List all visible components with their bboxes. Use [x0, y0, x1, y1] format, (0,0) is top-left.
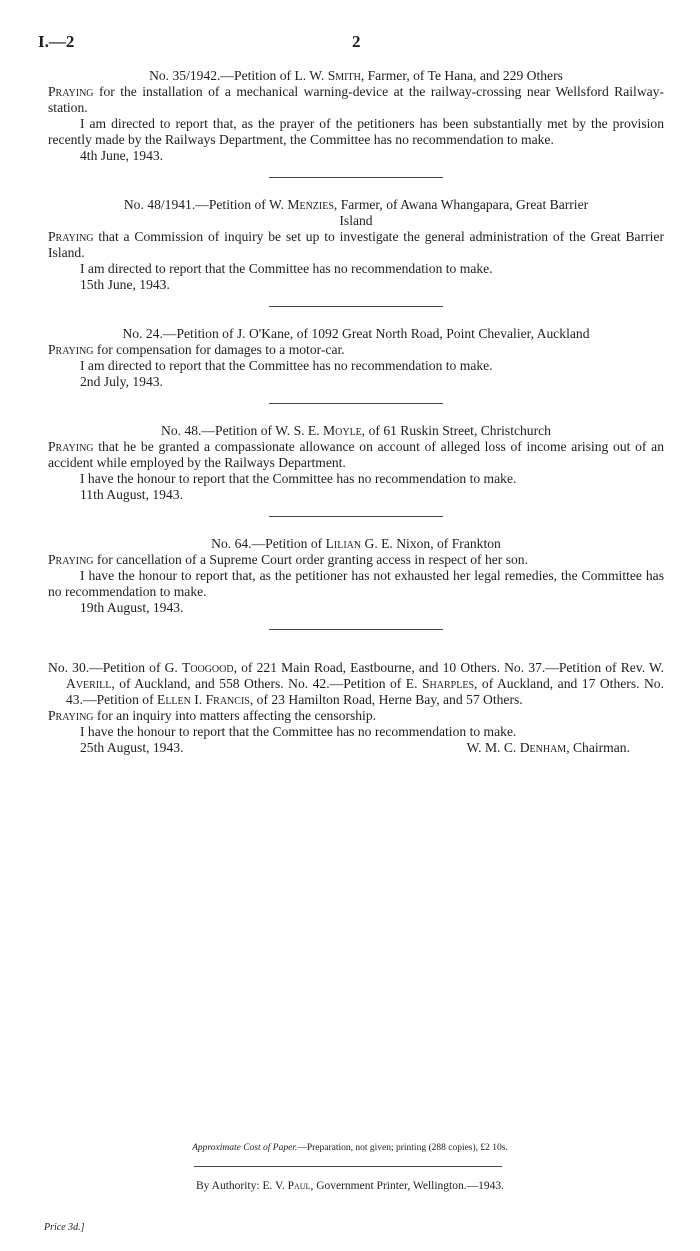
- section-divider: [269, 306, 443, 307]
- petition-title: No. 35/1942.—Petition of L. W. Smith, Farmer, of Te Hana, and 229 Others: [149, 68, 563, 83]
- cost-note: Approximate Cost of Paper.—Preparation, not given; printing (288 copies), £2 10s.: [192, 1143, 508, 1153]
- page-number: 2: [352, 32, 361, 51]
- petitions-content: [48, 68, 664, 756]
- page-header: [38, 32, 668, 56]
- praying-label: Praying: [48, 708, 94, 723]
- petition-title: No. 24.—Petition of J. O'Kane, of 1092 Great North Road, Point Chevalier, Auckland: [122, 326, 590, 341]
- praying-paragraph: Praying for an inquiry into matters affecting the censorship.: [48, 708, 377, 723]
- section-divider: [269, 629, 443, 630]
- praying-label: Praying: [48, 229, 94, 244]
- report-paragraph: I am directed to report that, as the prayer of the petitioners has been substantially met by the provision recently made by the Railways Department, the Committee has no recommendation to make.: [48, 116, 664, 147]
- report-paragraph: I am directed to report that the Committee has no recommendation to make.: [80, 358, 493, 373]
- report-paragraph: I have the honour to report that, as the petitioner has not exhausted her legal remedies, the Committee has no recommendation to make.: [48, 568, 664, 599]
- price-note: Price 3d.]: [44, 1222, 85, 1233]
- petition-block: [48, 197, 664, 307]
- chairman-signature: W. M. C. Denham, Chairman.: [466, 740, 630, 755]
- petition-title: No. 48.—Petition of W. S. E. Moyle, of 61 Ruskin Street, Christchurch: [161, 423, 551, 438]
- petitioner-name: Moyle: [323, 423, 362, 438]
- section-divider: [269, 177, 443, 178]
- petition-block: [48, 326, 664, 404]
- section-divider: [269, 516, 443, 517]
- report-date: 25th August, 1943.: [80, 740, 184, 755]
- section-divider: [269, 403, 443, 404]
- praying-paragraph: Praying for compensation for damages to a motor-car.: [48, 342, 345, 357]
- praying-label: Praying: [48, 439, 94, 454]
- praying-label: Praying: [48, 84, 94, 99]
- footer-divider: [194, 1166, 502, 1167]
- petition-block: [48, 423, 664, 517]
- petitioner-name: Menzies: [287, 197, 334, 212]
- report-date: 4th June, 1943.: [80, 148, 164, 163]
- report-date: 19th August, 1943.: [80, 600, 184, 615]
- combined-petition-block: [48, 660, 664, 756]
- report-paragraph: I have the honour to report that the Committee has no recommendation to make.: [80, 724, 517, 739]
- document-reference: I.—2: [38, 32, 75, 51]
- praying-paragraph: Praying that a Commission of inquiry be set up to investigate the general administration of the Great Barrier Island.: [48, 229, 664, 260]
- report-date: 15th June, 1943.: [80, 277, 170, 292]
- report-paragraph: I am directed to report that the Committee has no recommendation to make.: [80, 261, 493, 276]
- report-date: 2nd July, 1943.: [80, 374, 163, 389]
- praying-paragraph: Praying that he be granted a compassionate allowance on account of alleged loss of income arising out of an accident while employed by the Railways Department.: [48, 439, 664, 470]
- report-date: 11th August, 1943.: [80, 487, 183, 502]
- petition-title: No. 48/1941.—Petition of W. Menzies, Farmer, of Awana Whangapara, Great Barrier Island: [123, 197, 589, 228]
- petitioner-name: Lilian: [325, 536, 362, 551]
- praying-label: Praying: [48, 342, 94, 357]
- report-paragraph: I have the honour to report that the Committee has no recommendation to make.: [80, 471, 517, 486]
- printer-authority: By Authority: E. V. Paul, Government Printer, Wellington.—1943.: [196, 1180, 504, 1192]
- petition-block: [48, 68, 664, 178]
- praying-paragraph: Praying for cancellation of a Supreme Court order granting access in respect of her son.: [48, 552, 528, 567]
- petition-block: [48, 536, 664, 630]
- petition-title: No. 30.—Petition of G. Toogood, of 221 Main Road, Eastbourne, and 10 Others. No. 37.—Petition of Rev. W. Averill, of Auckland, and 558 Others. No. 42.—Petition of E. Sharples, of Auckland, and 17 Others. No. 43.—Petition of Ellen I. Francis, of 23 Hamilton Road, Herne Bay, and 57 Others.: [48, 660, 665, 707]
- praying-label: Praying: [48, 552, 94, 567]
- petition-title: No. 64.—Petition of Lilian G. E. Nixon, of Frankton: [211, 536, 501, 551]
- praying-paragraph: Praying for the installation of a mechanical warning-device at the railway-crossing near Wellsford Railway-station.: [48, 84, 664, 115]
- petitioner-name: Smith: [327, 68, 361, 83]
